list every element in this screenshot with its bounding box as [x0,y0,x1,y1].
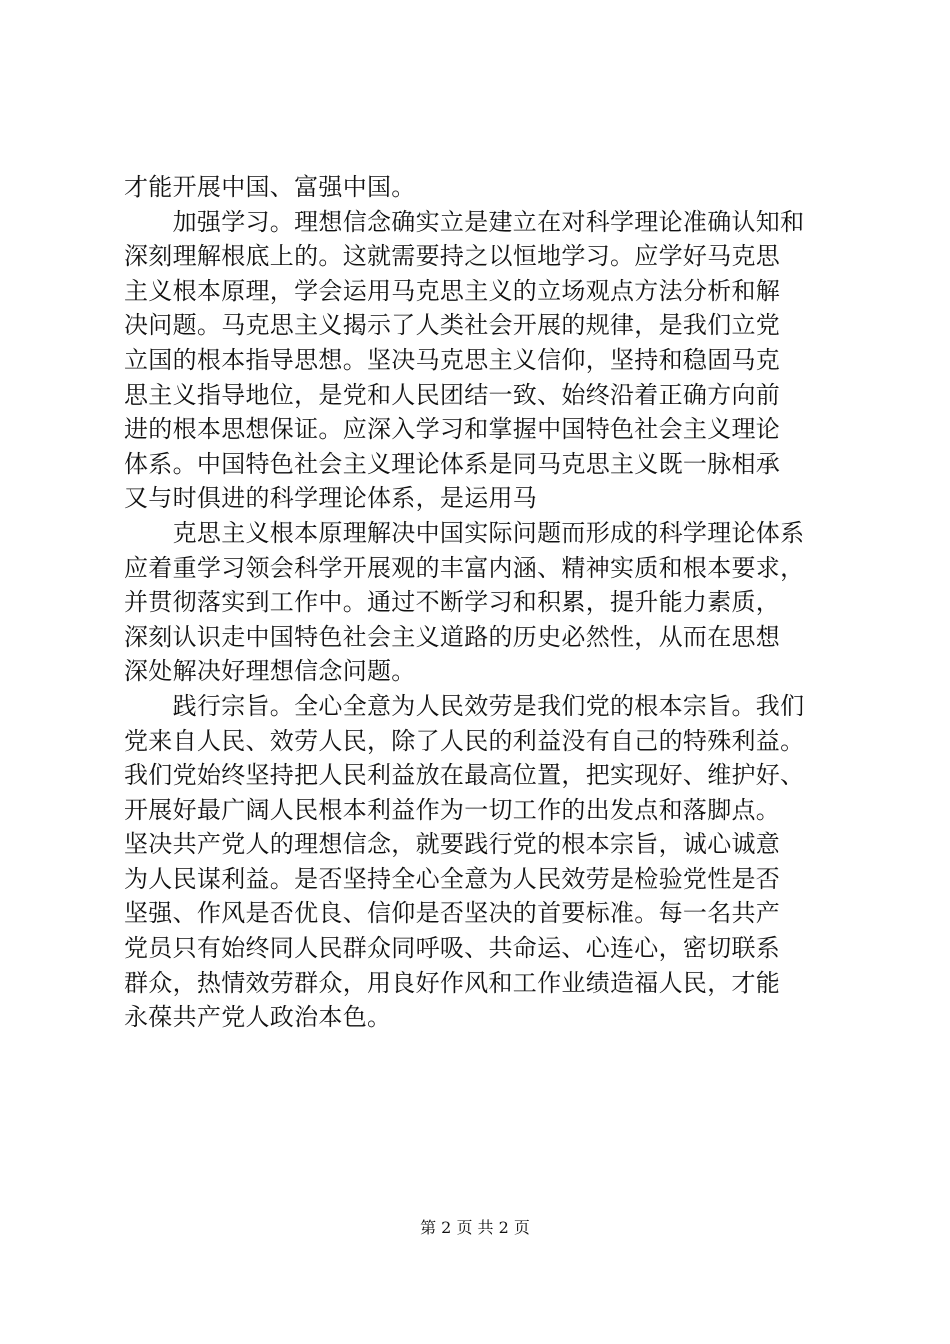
text-line: 主义根本原理，学会运用马克思主义的立场观点方法分析和解 [124,276,781,305]
text-line: 又与时俱进的科学理论体系，是运用马 [124,484,538,513]
text-line: 决问题。马克思主义揭示了人类社会开展的规律，是我们立党 [124,311,781,340]
text-line: 为人民谋利益。是否坚持全心全意为人民效劳是检验党性是否 [124,864,781,893]
text-line: 加强学习。理想信念确实立是建立在对科学理论准确认知和 [124,207,805,236]
text-line: 群众，热情效劳群众，用良好作风和工作业绩造福人民，才能 [124,968,781,997]
text-line: 并贯彻落实到工作中。通过不断学习和积累，提升能力素质， [124,588,781,617]
text-line: 我们党始终坚持把人民利益放在最高位置，把实现好、维护好、 [124,761,805,790]
text-line: 体系。中国特色社会主义理论体系是同马克思主义既一脉相承 [124,449,781,478]
page-number-label: 第 2 页 共 2 页 [420,1218,530,1237]
text-line: 克思主义根本原理解决中国实际问题而形成的科学理论体系 [124,518,805,547]
text-line: 深处解决好理想信念问题。 [124,657,416,686]
text-line: 立国的根本指导思想。坚决马克思主义信仰，坚持和稳固马克 [124,345,781,374]
text-line: 党来自人民、效劳人民，除了人民的利益没有自己的特殊利益。 [124,726,805,755]
text-line: 深刻理解根底上的。这就需要持之以恒地学习。应学好马克思 [124,242,781,271]
text-line: 坚强、作风是否优良、信仰是否坚决的首要标准。每一名共产 [124,899,781,928]
text-line: 深刻认识走中国特色社会主义道路的历史必然性，从而在思想 [124,622,781,651]
text-line: 开展好最广阔人民根本利益作为一切工作的出发点和落脚点。 [124,795,781,824]
page-footer [0,1215,950,1238]
text-line: 才能开展中国、富强中国。 [124,173,416,201]
text-line: 进的根本思想保证。应深入学习和掌握中国特色社会主义理论 [124,415,781,444]
text-line: 永葆共产党人政治本色。 [124,1003,392,1032]
document-body [124,170,854,1035]
text-line: 思主义指导地位，是党和人民团结一致、始终沿着正确方向前 [124,380,781,409]
text-line: 坚决共产党人的理想信念，就要践行党的根本宗旨，诚心诚意 [124,830,781,859]
text-line: 党员只有始终同人民群众同呼吸、共命运、心连心，密切联系 [124,934,781,963]
text-line: 践行宗旨。全心全意为人民效劳是我们党的根本宗旨。我们 [124,691,805,720]
text-line: 应着重学习领会科学开展观的丰富内涵、精神实质和根本要求， [124,553,805,582]
